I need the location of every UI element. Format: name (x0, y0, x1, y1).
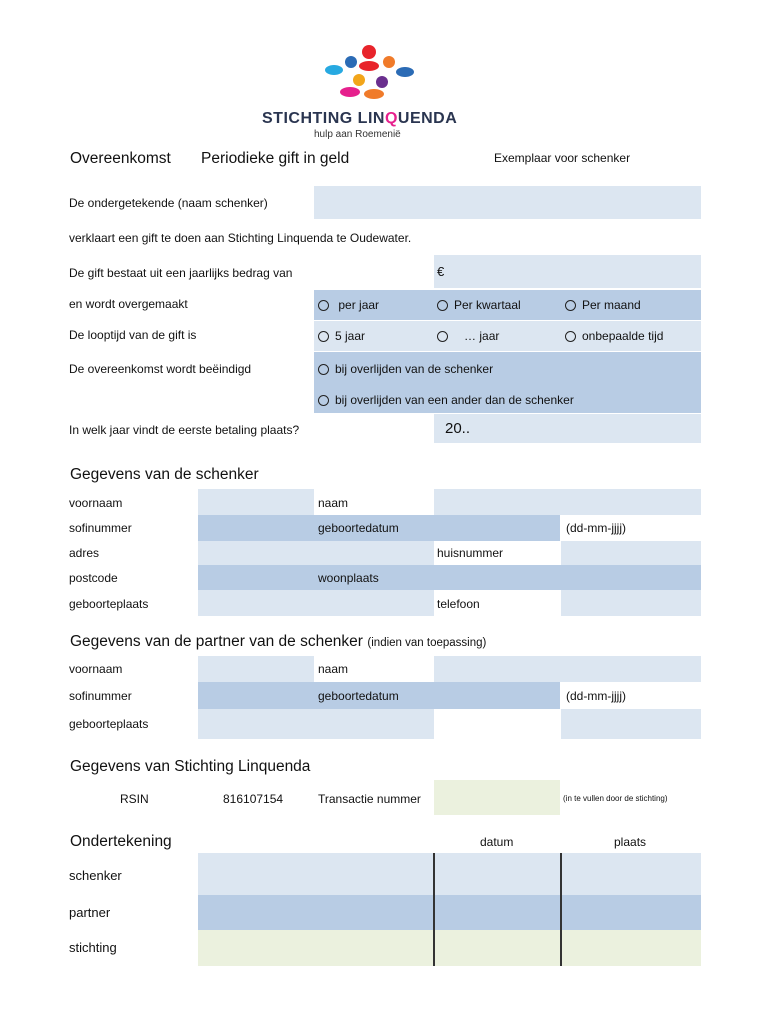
eerste-betaling-label: In welk jaar vindt de eerste betaling plaats? (69, 423, 300, 437)
geboortedatum-field[interactable] (434, 515, 560, 541)
option-label: per jaar (338, 298, 380, 312)
logo-name: STICHTING LIN (262, 110, 385, 127)
option-label: 5 jaar (335, 329, 366, 343)
partner-sofinummer-field[interactable] (198, 682, 314, 709)
option-label: bij overlijden van de schenker (335, 362, 494, 376)
option-overlijden-schenker[interactable] (318, 362, 493, 376)
sign-label-partner: partner (69, 905, 111, 920)
adres-label: adres (69, 546, 100, 560)
sign-label-schenker: schenker (69, 868, 122, 883)
stichting-heading: Gegevens van Stichting Linquenda (70, 758, 311, 775)
huisnummer-label: huisnummer (437, 546, 504, 560)
bedrag-field[interactable] (434, 255, 701, 288)
option-overlijden-ander[interactable] (318, 393, 574, 407)
date-format-hint: (dd-mm-jjjj) (566, 521, 626, 535)
ondertekening-heading: Ondertekening (70, 833, 172, 850)
header-left: Overeenkomst (70, 150, 171, 167)
postcode-label: postcode (69, 571, 118, 585)
sign-divider-1 (433, 853, 435, 966)
eerste-betaling-value: 20.. (445, 420, 471, 437)
naam-field[interactable] (434, 489, 701, 515)
sign-row-schenker[interactable] (198, 853, 701, 895)
option-label: Per kwartaal (454, 298, 521, 312)
logo-name-q: Q (384, 110, 398, 127)
woonplaats-field[interactable] (434, 565, 701, 590)
radio-icon[interactable] (437, 300, 448, 311)
bedrag-label: De gift bestaat uit een jaarlijks bedrag van (69, 266, 293, 280)
sign-label-stichting: stichting (69, 940, 117, 955)
partner-heading: Gegevens van de partner van de schenker (70, 633, 363, 650)
woonplaats-label: woonplaats (318, 571, 379, 585)
euro-sign: € (437, 264, 445, 279)
page-title: Periodieke gift in geld (201, 150, 350, 167)
option-jaar[interactable] (437, 329, 499, 343)
adres-field[interactable] (198, 541, 434, 565)
partner-heading-note: (indien van toepassing) (367, 637, 487, 649)
radio-icon[interactable] (318, 395, 329, 406)
radio-icon[interactable] (565, 331, 576, 342)
ondergetekende-label: De ondergetekende (naam schenker) (69, 196, 268, 210)
rsin-value: 816107154 (223, 792, 284, 806)
col-plaats: plaats (614, 835, 647, 849)
verklaart-text: verklaart een gift te doen aan Stichting Linquenda te Oudewater. (69, 231, 412, 245)
telefoon-field[interactable] (561, 590, 701, 616)
logo-name-end: UENDA (397, 110, 458, 127)
transactie-note: (in te vullen door de stichting) (563, 794, 668, 803)
option-onbepaald[interactable] (565, 329, 663, 343)
overgemaakt-label: en wordt overgemaakt (69, 297, 188, 311)
voornaam-field[interactable] (198, 489, 314, 515)
partner-naam-label: naam (318, 662, 349, 676)
logo-figures-icon (262, 40, 482, 110)
transactie-label: Transactie nummer (318, 792, 421, 806)
looptijd-label: De looptijd van de gift is (69, 328, 197, 342)
logo (262, 40, 482, 144)
sign-row-partner[interactable] (198, 895, 701, 930)
telefoon-label: telefoon (437, 597, 480, 611)
partner-voornaam-label: voornaam (69, 662, 123, 676)
col-datum: datum (480, 835, 514, 849)
geboorteplaats-field[interactable] (198, 590, 434, 616)
radio-icon[interactable] (318, 300, 329, 311)
partner-date-format-hint: (dd-mm-jjjj) (566, 689, 626, 703)
huisnummer-field[interactable] (561, 541, 701, 565)
partner-sofinummer-label: sofinummer (69, 689, 132, 703)
option-label: onbepaalde tijd (582, 329, 664, 343)
schenker-heading: Gegevens van de schenker (70, 466, 259, 483)
sign-divider-2 (560, 853, 562, 966)
option-label: bij overlijden van een ander dan de schenker (335, 393, 574, 407)
beeindigd-label: De overeenkomst wordt beëindigd (69, 362, 252, 376)
schenker-naam-field[interactable] (314, 186, 701, 219)
geboorteplaats-label: geboorteplaats (69, 597, 149, 611)
partner-voornaam-field[interactable] (198, 656, 314, 682)
radio-icon[interactable] (437, 331, 448, 342)
partner-geboortedatum-label: geboortedatum (318, 689, 399, 703)
option-5-jaar[interactable] (318, 329, 365, 343)
sofinummer-field[interactable] (198, 515, 314, 541)
radio-icon[interactable] (318, 364, 329, 375)
partner-geboorteplaats-label: geboorteplaats (69, 717, 149, 731)
transactie-field[interactable] (434, 780, 560, 815)
partner-geboortedatum-field[interactable] (434, 682, 560, 709)
sofinummer-label: sofinummer (69, 521, 132, 535)
eerste-betaling-field[interactable] (434, 414, 701, 443)
partner-extra-field[interactable] (561, 709, 701, 739)
voornaam-label: voornaam (69, 496, 123, 510)
option-per-kwartaal[interactable] (437, 298, 521, 312)
postcode-field[interactable] (198, 565, 314, 590)
header-right: Exemplaar voor schenker (494, 151, 631, 165)
option-per-maand[interactable] (565, 298, 641, 312)
rsin-label: RSIN (120, 792, 149, 806)
partner-heading-line (70, 633, 486, 651)
sign-row-stichting[interactable] (198, 930, 701, 966)
partner-naam-field[interactable] (434, 656, 701, 682)
option-label: … jaar (464, 329, 500, 343)
radio-icon[interactable] (565, 300, 576, 311)
option-label: Per maand (582, 298, 641, 312)
naam-label: naam (318, 496, 349, 510)
option-per-jaar[interactable] (318, 298, 379, 312)
geboortedatum-label: geboortedatum (318, 521, 399, 535)
logo-tagline: hulp aan Roemenië (314, 129, 401, 140)
radio-icon[interactable] (318, 331, 329, 342)
partner-geboorteplaats-field[interactable] (198, 709, 434, 739)
